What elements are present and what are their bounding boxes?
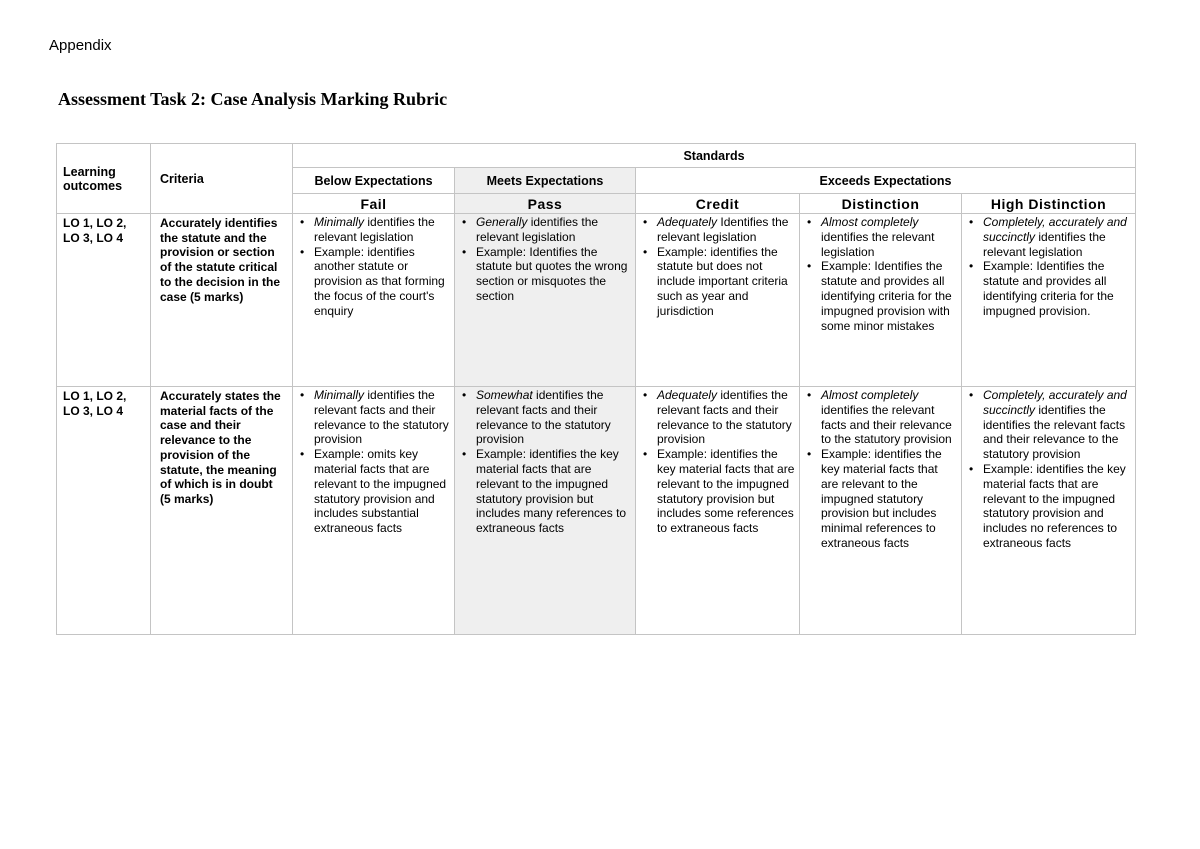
list-item — [969, 461, 1131, 551]
criteria-cell: Accurately identifies the statute and the provision or section of the statute critical to the decision in the case (5 marks) — [151, 214, 293, 387]
high-distinction-description-cell — [962, 387, 1136, 635]
header-grade-high-distinction: High Distinction — [962, 194, 1136, 214]
bullet-icon: • — [969, 388, 974, 402]
marking-rubric-table — [56, 143, 1136, 635]
bullet-icon: • — [807, 447, 812, 462]
bullet-icon: • — [300, 388, 305, 402]
header-meets-expectations: Meets Expectations — [455, 168, 636, 194]
description-text: Example: identifies the key material facts that are relevant to the impugned statutory provision but includes some references to extraneous facts — [657, 447, 795, 536]
emphasis-text: Almost completely — [821, 215, 919, 229]
bullet-icon: • — [643, 447, 648, 462]
description-text: Identifies the relevant legislation — [657, 215, 789, 244]
bullet-icon: • — [969, 215, 974, 229]
table-row — [57, 214, 1136, 387]
description-text: identifies the relevant facts and their relevance to the statutory provision — [476, 388, 611, 447]
description-text: Example: Identifies the statute and provides all identifying criteria for the impugned provision with some minor mistakes — [821, 259, 952, 333]
description-text: Example: Identifies the statute but quotes the wrong section or misquotes the section — [476, 244, 628, 303]
pass-description-cell — [455, 214, 636, 387]
description-text: Example: identifies the key material facts that are relevant to the impugned statutory provision but includes minimal references to extraneous facts — [821, 447, 942, 550]
appendix-label: Appendix — [49, 37, 112, 54]
list-item — [807, 215, 957, 259]
emphasis-text: Adequately — [657, 215, 718, 229]
bullet-icon: • — [643, 215, 648, 229]
list-item — [643, 244, 795, 319]
emphasis-text: Minimally — [314, 215, 365, 229]
list-item — [643, 447, 795, 536]
emphasis-text: Completely, accurately and succinctly — [983, 215, 1127, 244]
high-distinction-description-cell — [962, 214, 1136, 387]
list-item — [300, 244, 450, 319]
list-item — [462, 244, 631, 304]
bullet-icon: • — [969, 461, 974, 476]
list-item — [969, 388, 1131, 462]
header-grade-fail: Fail — [293, 194, 455, 214]
description-text: identifies the relevant legislation — [476, 215, 599, 244]
emphasis-text: Almost completely — [821, 388, 919, 402]
description-text: identifies the relevant facts and their relevance to the statutory provision — [821, 402, 952, 447]
bullet-icon: • — [300, 447, 305, 462]
distinction-description-cell — [800, 387, 962, 635]
header-learning-outcomes: Learning outcomes — [57, 144, 151, 214]
description-text: Example: identifies the statute but does not include important criteria such as year and jurisdiction — [657, 244, 788, 318]
emphasis-text: Generally — [476, 215, 528, 229]
fail-description-cell — [293, 387, 455, 635]
credit-description-cell — [636, 214, 800, 387]
description-text: identifies the relevant legislation — [821, 229, 935, 259]
emphasis-text: Somewhat — [476, 388, 533, 402]
list-item — [807, 447, 957, 551]
bullet-icon: • — [462, 388, 467, 402]
list-item — [300, 215, 450, 245]
bullet-icon: • — [300, 244, 305, 259]
learning-outcomes-cell: LO 1, LO 2, LO 3, LO 4 — [57, 387, 151, 635]
fail-description-cell — [293, 214, 455, 387]
description-text: identifies the relevant legislation — [314, 215, 435, 244]
bullet-icon: • — [807, 259, 812, 274]
bullet-icon: • — [643, 388, 648, 402]
list-item — [643, 388, 795, 447]
header-exceeds-expectations: Exceeds Expectations — [636, 168, 1136, 194]
description-text: Example: identifies the key material facts that are relevant to the impugned statutory provision but includes many references to extraneous facts — [476, 447, 627, 536]
list-item — [969, 215, 1131, 259]
description-text: Example: identifies the key material facts that are relevant to the impugned statutory provision and includes no references to extraneous facts — [983, 461, 1126, 550]
bullet-icon: • — [462, 447, 467, 462]
criteria-cell: Accurately states the material facts of the case and their relevance to the provision of the statute, the meaning of which is in doubt (5 marks) — [151, 387, 293, 635]
bullet-icon: • — [643, 244, 648, 259]
list-item — [969, 259, 1131, 318]
document-title: Assessment Task 2: Case Analysis Marking Rubric — [58, 89, 448, 109]
bullet-icon: • — [969, 259, 974, 274]
header-below-expectations: Below Expectations — [293, 168, 455, 194]
emphasis-text: Minimally — [314, 388, 365, 402]
list-item — [462, 388, 631, 447]
bullet-icon: • — [807, 215, 812, 229]
list-item — [807, 388, 957, 447]
description-text: Example: Identifies the statute and provides all identifying criteria for the impugned provision. — [983, 259, 1114, 318]
list-item — [300, 447, 450, 536]
header-criteria: Criteria — [151, 144, 293, 214]
list-item — [807, 259, 957, 333]
bullet-icon: • — [300, 215, 305, 229]
pass-description-cell — [455, 387, 636, 635]
header-standards: Standards — [293, 144, 1136, 168]
bullet-icon: • — [462, 215, 467, 229]
credit-description-cell — [636, 387, 800, 635]
description-text: identifies the relevant legislation — [983, 229, 1106, 259]
bullet-icon: • — [807, 388, 812, 402]
description-text: Example: identifies another statute or provision as that forming the focus of the court's enquiry — [314, 244, 445, 318]
description-text: identifies the relevant facts and their relevance to the statutory provision — [657, 388, 792, 447]
list-item — [462, 215, 631, 245]
list-item — [643, 215, 795, 245]
description-text: Example: omits key material facts that are relevant to the impugned statutory provision and includes substantial extraneous facts — [314, 447, 447, 536]
list-item — [462, 447, 631, 536]
description-text: identifies the relevant facts and their relevance to the statutory provision — [314, 388, 449, 447]
table-row — [57, 387, 1136, 635]
learning-outcomes-cell: LO 1, LO 2, LO 3, LO 4 — [57, 214, 151, 387]
header-grade-pass: Pass — [455, 194, 636, 214]
header-grade-credit: Credit — [636, 194, 800, 214]
emphasis-text: Adequately — [657, 388, 718, 402]
list-item — [300, 388, 450, 447]
distinction-description-cell — [800, 214, 962, 387]
emphasis-text: Completely, accurately and succinctly — [983, 388, 1127, 417]
description-text: identifies the identifies the relevant facts and their relevance to the statutory provision — [983, 402, 1126, 462]
header-grade-distinction: Distinction — [800, 194, 962, 214]
bullet-icon: • — [462, 244, 467, 259]
